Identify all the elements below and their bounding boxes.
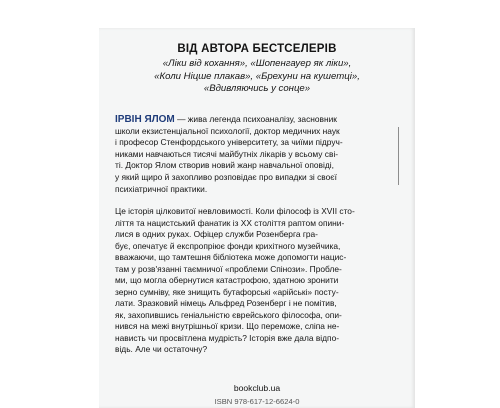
titles-line: «Ліки від кохання», «Шопенгауер як ліки», <box>162 58 352 69</box>
bio-line: школи екзистенціальної психології, доктор медичних наук <box>115 125 340 136</box>
bio-first-line <box>115 114 405 126</box>
description-line: як, захопившись геніальністю єврейського філософа, опи- <box>115 309 342 320</box>
bio-line: психіатричної практики. <box>115 183 208 194</box>
titles-line: «Вдивляючись у сонце» <box>203 83 311 94</box>
isbn-number: ISBN 978-617-12-6624-0 <box>214 397 300 406</box>
description-line: зерно сумніву, яке знищить бутафорські «арійські» посту- <box>115 286 339 297</box>
titles-line: «Коли Ніцше плакав», «Брехуни на кушетці», <box>154 70 360 82</box>
bio-line: никами навчаються тисячі майбутніх лікарів у всьому сві- <box>115 148 339 159</box>
bio-line: ті. Доктор Ялом створив новий жанр навчальної оповіді, <box>115 160 334 171</box>
bio-line: і професор Стенфордського університету, за чиїми підруч- <box>115 137 343 148</box>
bestseller-titles <box>105 58 409 96</box>
description-line: там у розв'язанні таємничої «проблеми Спінози». Пробле- <box>115 263 342 274</box>
header-title: ВІД АВТОРА БЕСТСЕЛЕРІВ <box>177 43 337 55</box>
publisher-website: bookclub.ua <box>233 383 281 393</box>
description-line: ліття та нацистський фанатик із ХХ століття раптом опини- <box>115 217 345 228</box>
description-line: лати. Зразковий німець Альфред Розенберг і не помітив, <box>115 298 337 308</box>
description-line: Це історія цілковитої невловимості. Коли філософ із XVII сто- <box>115 206 355 216</box>
description-line: бує, опечатує й експропріює фонди крихітного музейчика, <box>115 240 341 251</box>
author-bio <box>115 114 405 195</box>
description-line: ми, що могла обернутися катастрофою, здатною зронити <box>115 275 339 285</box>
book-description <box>115 206 403 356</box>
description-line: лися в одних руках. Офіцер служби Розенберга гра- <box>115 229 318 239</box>
description-line: нився на межі внутрішньої кризи. Що переможе, сліпа не- <box>115 321 340 331</box>
description-line: відь. Але чи остаточну? <box>115 344 208 354</box>
author-name: ІРВІН ЯЛОМ <box>115 114 175 125</box>
bio-first-line-text: — жива легенда психоаналізу, засновник <box>174 114 337 124</box>
description-line: вважаючи, що тамтешня бібліотека може допомогти нацис- <box>115 252 347 262</box>
book-back-cover <box>99 28 415 408</box>
description-line: нависть чи просвітлена мудрість? Історія вже дала відпо- <box>115 332 340 343</box>
bio-line: у який щиро й захопливо розповідає про випадки зі своєї <box>115 171 337 182</box>
